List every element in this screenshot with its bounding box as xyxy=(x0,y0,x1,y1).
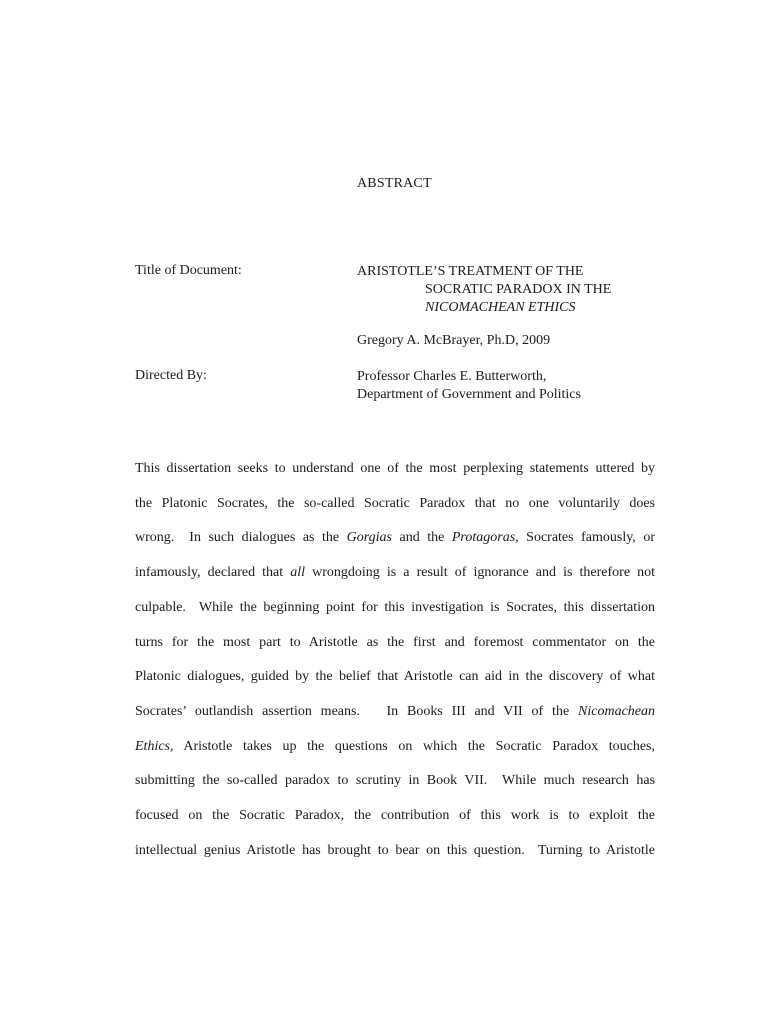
abstract-text: focused on the Socratic Paradox, the contribution of this work is to exploit the xyxy=(135,808,655,824)
abstract-line xyxy=(135,660,655,695)
abstract-text: This dissertation seeks to understand one of the most perplexing statements uttered by xyxy=(135,461,655,476)
document-title-line-2: SOCRATIC PARADOX IN THE xyxy=(425,282,612,297)
director-department: Department of Government and Politics xyxy=(357,387,581,402)
directed-by-label: Directed By: xyxy=(135,368,207,383)
abstract-line xyxy=(135,834,655,869)
abstract-italic-text: Protagoras xyxy=(451,530,516,546)
abstract-line xyxy=(135,556,655,591)
abstract-text: and the xyxy=(392,530,452,546)
abstract-text: infamously, declared that xyxy=(135,565,291,581)
abstract-line xyxy=(135,730,655,765)
abstract-text: turns for the most part to Aristotle as the first and foremost commentator on the xyxy=(135,634,655,650)
document-title xyxy=(357,263,611,317)
abstract-line xyxy=(135,764,655,799)
abstract-text: , Aristotle takes up the questions on which the Socratic Paradox touches, xyxy=(170,738,655,754)
abstract-line xyxy=(135,626,655,661)
director-info xyxy=(357,368,581,404)
director-name: Professor Charles E. Butterworth, xyxy=(357,369,547,384)
abstract-text: the Platonic Socrates, the so-called Socratic Paradox that no one voluntarily does xyxy=(135,495,655,511)
abstract-italic-text: Ethics xyxy=(135,738,170,754)
abstract-line xyxy=(135,487,655,522)
abstract-text: wrong. In such dialogues as the xyxy=(135,530,347,546)
abstract-body xyxy=(135,452,655,868)
abstract-text: intellectual genius Aristotle has brought to bear on this question. Turning to Aristotle xyxy=(135,842,655,858)
title-of-document-label: Title of Document: xyxy=(135,263,242,278)
abstract-text: wrongdoing is a result of ignorance and is therefore not xyxy=(305,565,656,581)
abstract-line xyxy=(135,452,655,487)
abstract-line xyxy=(135,591,655,626)
abstract-heading: ABSTRACT xyxy=(357,176,432,191)
author-line: Gregory A. McBrayer, Ph.D, 2009 xyxy=(357,333,551,348)
abstract-text: culpable. While the beginning point for this investigation is Socrates, this dissertation xyxy=(135,599,655,615)
abstract-text: Socrates’ outlandish assertion means. In Books III and VII of the xyxy=(135,703,579,719)
document-title-line-3: NICOMACHEAN ETHICS xyxy=(425,300,576,315)
abstract-line xyxy=(135,521,655,556)
abstract-text: , Socrates famously, or xyxy=(515,530,655,546)
abstract-line xyxy=(135,799,655,834)
abstract-text: submitting the so-called paradox to scrutiny in Book VII. While much research has xyxy=(135,773,655,789)
abstract-italic-text: all xyxy=(290,565,306,581)
abstract-italic-text: Nicomachean xyxy=(578,703,655,719)
abstract-text: Platonic dialogues, guided by the belief that Aristotle can aid in the discovery of what xyxy=(135,669,655,685)
abstract-italic-text: Gorgias xyxy=(346,530,393,546)
document-title-line-1: ARISTOTLE’S TREATMENT OF THE xyxy=(357,264,584,279)
abstract-line xyxy=(135,695,655,730)
